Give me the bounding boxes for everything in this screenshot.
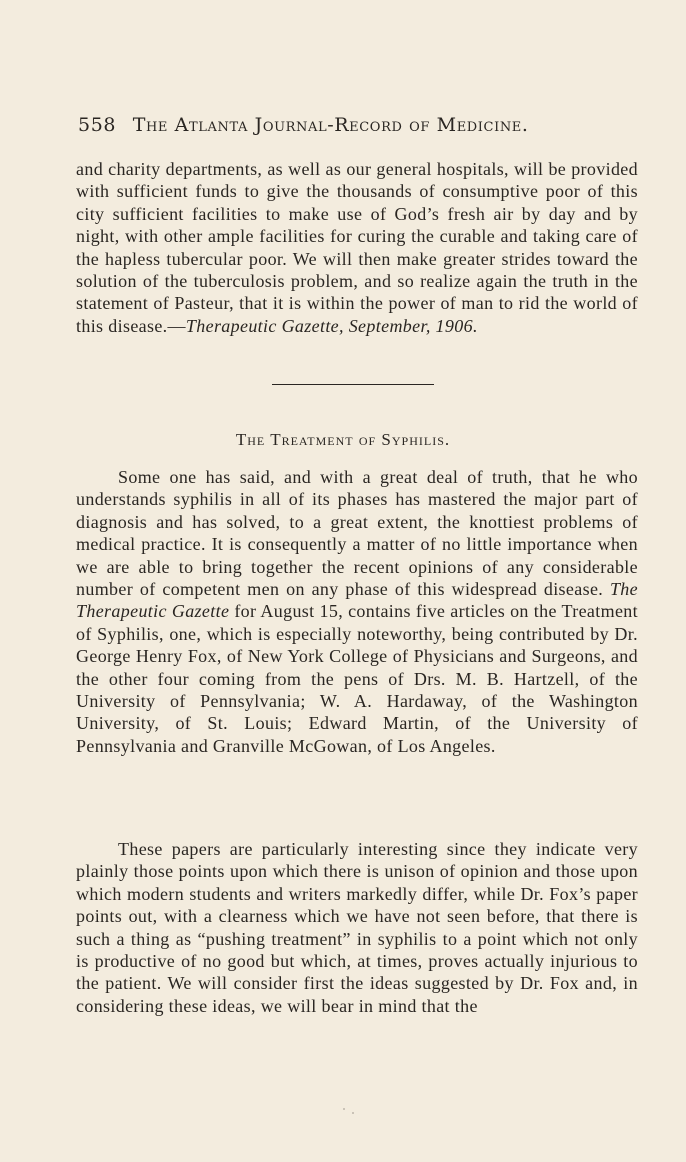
journal-name: The Therapeutic Gazette <box>76 579 638 622</box>
paragraph <box>76 466 638 757</box>
paragraph-text: These papers are particularly interesting since they indicate very plainly those points upon which there is unison of opinion and those upon which modern students and writers markedly differ, while Dr. Fox’s paper points out, with a clearness which we have not seen before, that there is such a thing as “pushing treatment” in syphilis to a point which not only is productive of no good but which, at times, proves actually injurious to the patient. We will consider first the ideas suggested by Dr. Fox and, in considering these ideas, we will bear in mind that the <box>76 839 638 1016</box>
page-number: 558 <box>78 114 117 136</box>
paragraph-text: Some one has said, and with a great deal of truth, that he who understands syphilis in all of its phases has mastered the major part of diagnosis and has solved, to a great extent, the knottiest problems of medical practice. It is consequently a matter of no little importance when we are able to bring together the recent opinions of any considerable number of competent men on any phase of this widespread disease. <box>76 467 638 600</box>
section-title: The Treatment of Syphilis. <box>235 430 451 449</box>
paragraph-text: for August 15, contains five articles on the Treatment of Syphilis, one, which is especially noteworthy, being contributed by Dr. George Henry Fox, of New York College of Physicians and Surgeons, and the other four coming from the pens of Drs. M. B. Hartzell, of the University of Pennsylvania; W. A. Hardaway, of the Washington University, of St. Louis; Edward Martin, of the University of Pennsylvania and Granville McGowan, of Los Angeles. <box>76 601 638 756</box>
journal-title: The Atlanta Journal-Record of Medicine. <box>132 114 529 136</box>
paragraph <box>76 838 638 1017</box>
section-divider <box>272 384 434 385</box>
paper-speck <box>352 1112 354 1114</box>
paragraph-continued <box>76 158 638 337</box>
running-header <box>78 114 618 136</box>
paper-speck <box>343 1108 345 1110</box>
paragraph-text: and charity departments, as well as our general hospitals, will be provided with sufficient funds to give the thousands of consumptive poor of this city sufficient facilities to make use of God’s fresh air by day and by night, with other ample facilities for curing the curable and taking care of the hapless tubercular poor. We will then make greater strides toward the solution of the tuberculosis problem, and so realize again the truth in the statement of Pasteur, that it is within the power of man to rid the world of this disease.— <box>76 159 638 336</box>
citation: Therapeutic Gazette, September, 1906. <box>185 315 478 336</box>
